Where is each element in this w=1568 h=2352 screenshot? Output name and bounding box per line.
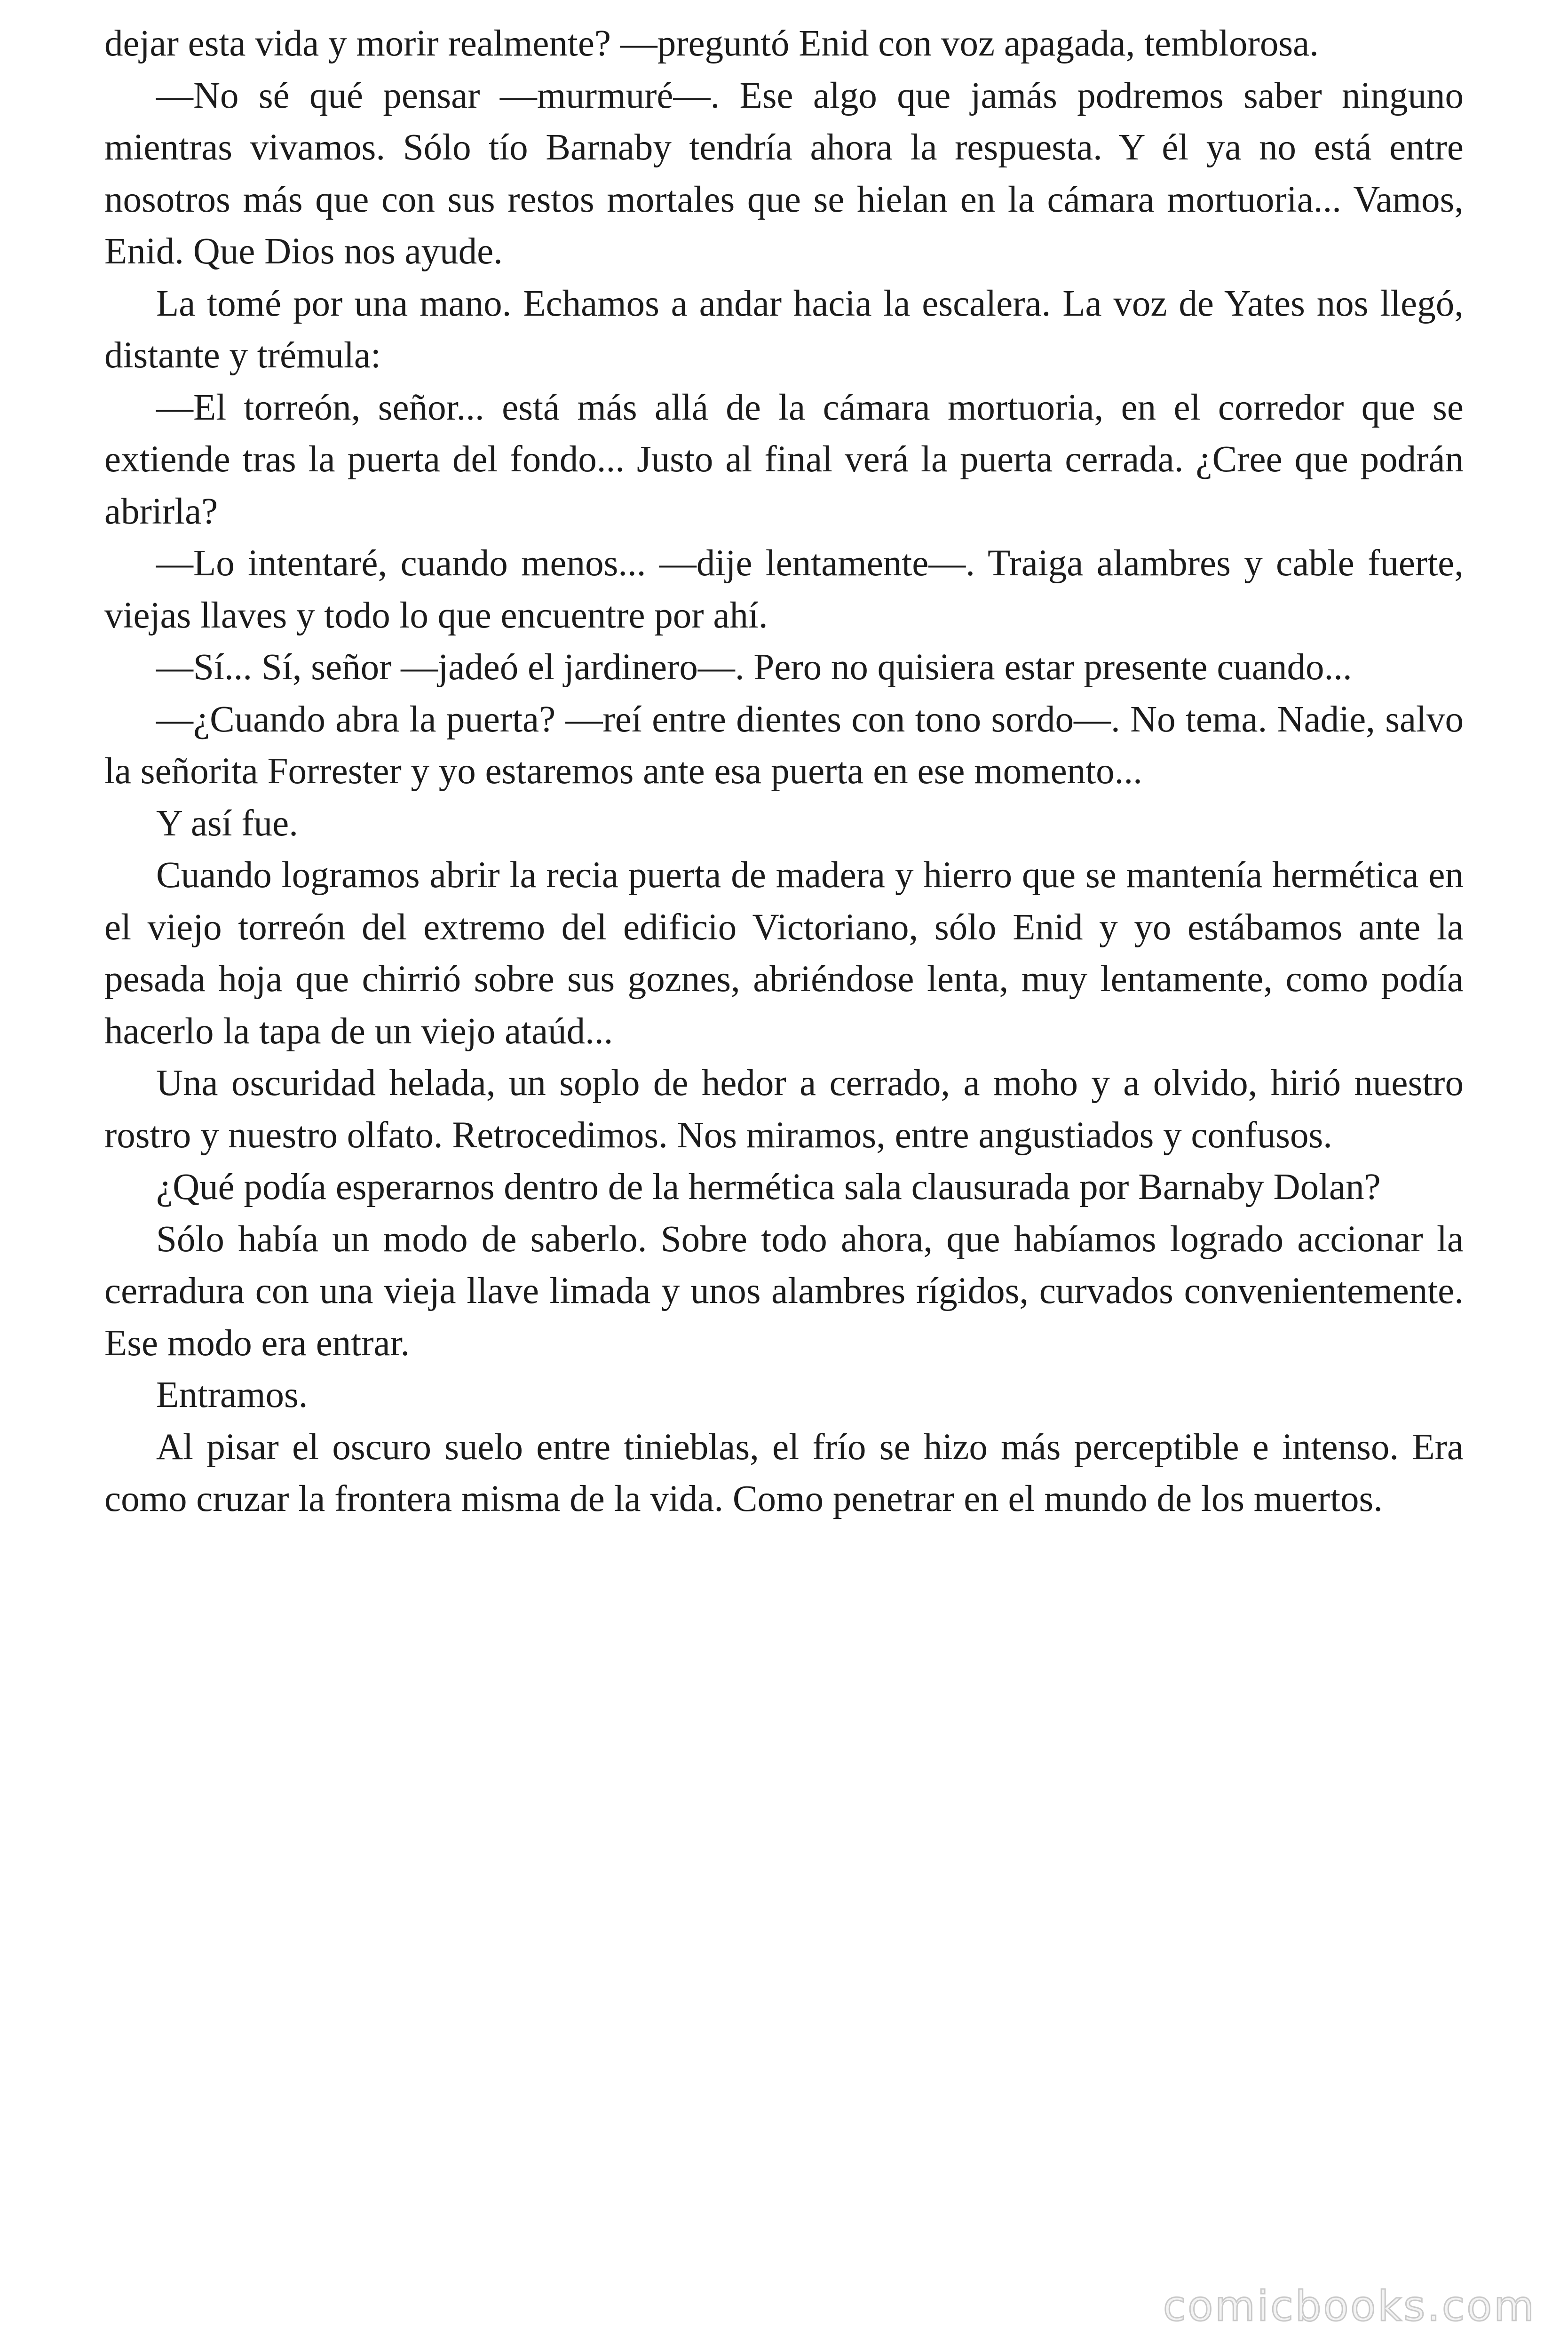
paragraph: dejar esta vida y morir realmente? —preguntó Enid con voz apagada, temblorosa. <box>104 23 1319 64</box>
paragraph: Una oscuridad helada, un soplo de hedor a cerrado, a moho y a olvido, hirió nuestro rostro y nuestro olfato. Retrocedimos. Nos miramos, entre angustiados y confusos. <box>104 1063 1464 1156</box>
paragraph: Al pisar el oscuro suelo entre tinieblas, el frío se hizo más perceptible e intenso. Era como cruzar la frontera misma de la vida. Como penetrar en el mundo de los muertos. <box>104 1426 1464 1519</box>
paragraph: Sólo había un modo de saberlo. Sobre todo ahora, que habíamos logrado accionar la cerradura con una vieja llave limada y unos alambres rígidos, curvados convenientemente. Ese modo era entrar. <box>104 1218 1464 1364</box>
paragraph: Entramos. <box>156 1375 308 1415</box>
paragraph: —No sé qué pensar —murmuré—. Ese algo que jamás podremos saber ninguno mientras vivamos. Sólo tío Barnaby tendría ahora la respuesta. Y él ya no está entre nosotros más que con sus restos mortales que se hielan en la cámara mortuoria... Vamos, Enid. Que Dios nos ayude. <box>104 75 1464 272</box>
paragraph: —Sí... Sí, señor —jadeó el jardinero—. Pero no quisiera estar presente cuando... <box>156 647 1352 688</box>
paragraph: Cuando logramos abrir la recia puerta de madera y hierro que se mantenía hermética en el viejo torreón del extremo del edificio Victoriano, sólo Enid y yo estábamos ante la pesada hoja que chirrió sobre sus goznes, abriéndose lenta, muy lentamente, como podía hacerlo la tapa de un viejo ataúd... <box>104 855 1464 1052</box>
page-body-text <box>104 18 1464 1526</box>
paragraph: —El torreón, señor... está más allá de la cámara mortuoria, en el corredor que se extiende tras la puerta del fondo... Justo al final verá la puerta cerrada. ¿Cree que podrán abrirla? <box>104 387 1464 532</box>
paragraph: Y así fue. <box>156 803 298 844</box>
paragraph: ¿Qué podía esperarnos dentro de la hermética sala clausurada por Barnaby Dolan? <box>156 1167 1381 1208</box>
paragraph: —Lo intentaré, cuando menos... —dije lentamente—. Traiga alambres y cable fuerte, viejas llaves y todo lo que encuentre por ahí. <box>104 543 1464 636</box>
watermark: comicbooks.com <box>1163 2282 1536 2330</box>
paragraph: La tomé por una mano. Echamos a andar hacia la escalera. La voz de Yates nos llegó, distante y trémula: <box>104 283 1464 376</box>
paragraph: —¿Cuando abra la puerta? —reí entre dientes con tono sordo—. No tema. Nadie, salvo la señorita Forrester y yo estaremos ante esa puerta en ese momento... <box>104 699 1464 792</box>
